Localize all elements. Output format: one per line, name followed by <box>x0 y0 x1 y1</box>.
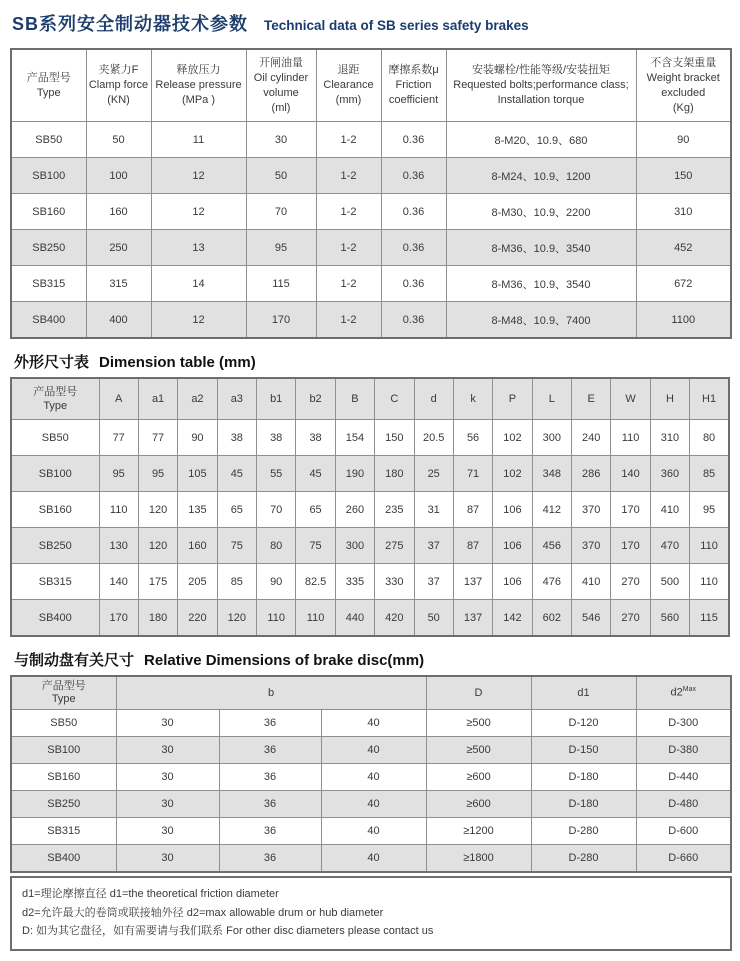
column-header: k <box>453 378 492 420</box>
column-header: b2 <box>296 378 335 420</box>
row-type-cell: SB250 <box>11 791 116 818</box>
value-cell: 190 <box>335 456 374 492</box>
value-cell: 12 <box>151 194 246 230</box>
value-cell: D-280 <box>531 818 636 845</box>
value-cell: 90 <box>178 420 217 456</box>
column-header-en: Clearance <box>323 79 374 92</box>
table-row <box>11 302 731 339</box>
value-cell: 170 <box>611 492 650 528</box>
note-line: d1=理论摩擦直径 d1=the theoretical friction diameter <box>22 888 279 901</box>
value-cell: 36 <box>219 737 321 764</box>
row-type-cell: SB50 <box>11 420 99 456</box>
column-header-zh: 退距 <box>337 64 360 77</box>
dimension-table <box>10 377 730 637</box>
value-cell: 70 <box>246 194 316 230</box>
value-cell: 115 <box>246 266 316 302</box>
value-cell: 0.36 <box>381 158 446 194</box>
dimension-section-title-zh: 外形尺寸表 <box>14 354 90 372</box>
column-header: B <box>335 378 374 420</box>
value-cell: 95 <box>138 456 177 492</box>
column-header-type <box>11 378 99 420</box>
value-cell: 137 <box>453 600 492 637</box>
value-cell: 0.36 <box>381 122 446 158</box>
column-header-unit: (ml) <box>271 101 291 114</box>
column-header <box>636 49 731 122</box>
value-cell: 602 <box>532 600 571 637</box>
table-row <box>11 791 731 818</box>
value-cell: 410 <box>572 564 611 600</box>
row-type-cell: SB315 <box>11 266 86 302</box>
row-type-cell: SB250 <box>11 528 99 564</box>
value-cell: 36 <box>219 791 321 818</box>
disc-section-title-zh: 与制动盘有关尺寸 <box>14 652 135 670</box>
value-cell: 370 <box>572 528 611 564</box>
column-header-d1: d1 <box>531 676 636 710</box>
value-cell: 65 <box>296 492 335 528</box>
value-cell: 120 <box>138 528 177 564</box>
table-row <box>11 845 731 873</box>
column-header-unit: (mm) <box>335 94 362 107</box>
column-header <box>381 49 446 122</box>
table-row <box>11 122 731 158</box>
value-cell: 30 <box>116 791 219 818</box>
value-cell: D-180 <box>531 791 636 818</box>
value-cell: 412 <box>532 492 571 528</box>
value-cell: 65 <box>217 492 256 528</box>
column-header-b: b <box>116 676 426 710</box>
value-cell: 175 <box>138 564 177 600</box>
value-cell: 70 <box>257 492 296 528</box>
row-type-cell: SB400 <box>11 845 116 873</box>
tech-params-table <box>10 48 732 339</box>
value-cell: 1-2 <box>316 302 381 339</box>
table-row <box>11 818 731 845</box>
value-cell: 110 <box>690 564 729 600</box>
value-cell: 420 <box>375 600 414 637</box>
value-cell: 85 <box>217 564 256 600</box>
row-type-cell: SB250 <box>11 230 86 266</box>
value-cell: 456 <box>532 528 571 564</box>
column-header: b1 <box>257 378 296 420</box>
value-cell: 50 <box>246 158 316 194</box>
table-row <box>11 600 729 637</box>
value-cell: 100 <box>86 158 151 194</box>
value-cell: 75 <box>296 528 335 564</box>
row-type-cell: SB100 <box>11 158 86 194</box>
column-header: W <box>611 378 650 420</box>
value-cell: 77 <box>99 420 138 456</box>
row-type-cell: SB50 <box>11 122 86 158</box>
column-header-zh: 夹紧力F <box>98 64 139 77</box>
value-cell: 30 <box>246 122 316 158</box>
column-header-zh: 开闸油量 <box>259 57 303 69</box>
value-cell: 87 <box>453 492 492 528</box>
value-cell: 220 <box>178 600 217 637</box>
column-header-en: Clamp force <box>88 79 149 92</box>
value-cell: D-480 <box>636 791 731 818</box>
table-row <box>11 710 731 737</box>
disc-table-body <box>11 710 731 873</box>
column-header-unit: (KN) <box>107 94 130 107</box>
value-cell: 87 <box>453 528 492 564</box>
value-cell: 150 <box>375 420 414 456</box>
dimension-section-title-en: Dimension table (mm) <box>99 354 256 372</box>
column-header-type <box>11 676 116 710</box>
note-line: D: 如为其它盘径，如有需要请与我们联系 For other disc diameters please contact us <box>22 924 434 937</box>
value-cell: 135 <box>178 492 217 528</box>
value-cell: 8-M24、10.9、1200 <box>446 158 636 194</box>
value-cell: 560 <box>650 600 689 637</box>
row-type-cell: SB160 <box>11 492 99 528</box>
value-cell: 130 <box>99 528 138 564</box>
value-cell: 270 <box>611 564 650 600</box>
note-line: d2=允许最大的卷筒或联接轴外径 d2=max allowable drum or hub diameter <box>22 906 384 919</box>
row-type-cell: SB400 <box>11 600 99 637</box>
column-header-en: Release pressure <box>155 79 242 92</box>
column-header-d2 <box>636 676 731 710</box>
column-header <box>316 49 381 122</box>
value-cell: 154 <box>335 420 374 456</box>
value-cell: 106 <box>493 564 532 600</box>
value-cell: ≥1200 <box>426 818 531 845</box>
value-cell: 330 <box>375 564 414 600</box>
value-cell: 20.5 <box>414 420 453 456</box>
value-cell: 137 <box>453 564 492 600</box>
value-cell: 170 <box>611 528 650 564</box>
tech-table-header-row <box>11 49 731 122</box>
row-type-cell: SB160 <box>11 194 86 230</box>
value-cell: 90 <box>636 122 731 158</box>
value-cell: 102 <box>493 456 532 492</box>
value-cell: 75 <box>217 528 256 564</box>
column-header-en: Requested bolts;performance class; Installation torque <box>453 79 629 107</box>
value-cell: 1-2 <box>316 122 381 158</box>
table-row <box>11 737 731 764</box>
column-header <box>151 49 246 122</box>
value-cell: D-180 <box>531 764 636 791</box>
value-cell: 140 <box>99 564 138 600</box>
value-cell: 106 <box>493 492 532 528</box>
value-cell: 1-2 <box>316 230 381 266</box>
column-header: A <box>99 378 138 420</box>
type-header-en: Type <box>43 400 68 413</box>
disc-section-title <box>14 649 730 670</box>
value-cell: 14 <box>151 266 246 302</box>
column-header-zh: 产品型号 <box>26 71 71 84</box>
value-cell: 95 <box>690 492 729 528</box>
value-cell: 140 <box>611 456 650 492</box>
value-cell: 315 <box>86 266 151 302</box>
value-cell: 170 <box>246 302 316 339</box>
type-header-en: Type <box>51 693 76 706</box>
value-cell: 30 <box>116 845 219 873</box>
value-cell: D-300 <box>636 710 731 737</box>
column-header-en: Type <box>36 86 61 99</box>
value-cell: 8-M36、10.9、3540 <box>446 266 636 302</box>
disc-dimensions-table <box>10 675 732 873</box>
value-cell: 1-2 <box>316 194 381 230</box>
value-cell: 310 <box>650 420 689 456</box>
value-cell: 150 <box>636 158 731 194</box>
value-cell: 360 <box>650 456 689 492</box>
value-cell: ≥500 <box>426 710 531 737</box>
disc-section-title-en: Relative Dimensions of brake disc(mm) <box>144 652 425 670</box>
column-header: C <box>375 378 414 420</box>
value-cell: 240 <box>572 420 611 456</box>
d2-label: d2 <box>670 686 683 699</box>
value-cell: 30 <box>116 764 219 791</box>
value-cell: 8-M48、10.9、7400 <box>446 302 636 339</box>
value-cell: 25 <box>414 456 453 492</box>
value-cell: 275 <box>375 528 414 564</box>
value-cell: 13 <box>151 230 246 266</box>
row-type-cell: SB315 <box>11 564 99 600</box>
column-header: d <box>414 378 453 420</box>
value-cell: 105 <box>178 456 217 492</box>
value-cell: 270 <box>611 600 650 637</box>
column-header: a1 <box>138 378 177 420</box>
column-header <box>86 49 151 122</box>
value-cell: 370 <box>572 492 611 528</box>
column-header: H <box>650 378 689 420</box>
row-type-cell: SB315 <box>11 818 116 845</box>
value-cell: 180 <box>375 456 414 492</box>
value-cell: 8-M30、10.9、2200 <box>446 194 636 230</box>
table-row <box>11 456 729 492</box>
value-cell: ≥600 <box>426 764 531 791</box>
value-cell: 476 <box>532 564 571 600</box>
value-cell: 235 <box>375 492 414 528</box>
dimension-table-header-row <box>11 378 729 420</box>
value-cell: 160 <box>178 528 217 564</box>
column-header-zh: 安装螺栓/性能等级/安装扭矩 <box>471 64 611 77</box>
value-cell: 120 <box>217 600 256 637</box>
value-cell: 120 <box>138 492 177 528</box>
value-cell: 110 <box>257 600 296 637</box>
value-cell: ≥1800 <box>426 845 531 873</box>
value-cell: 36 <box>219 710 321 737</box>
column-header: a2 <box>178 378 217 420</box>
value-cell: 672 <box>636 266 731 302</box>
value-cell: 286 <box>572 456 611 492</box>
value-cell: 102 <box>493 420 532 456</box>
table-row <box>11 492 729 528</box>
value-cell: 250 <box>86 230 151 266</box>
row-type-cell: SB100 <box>11 456 99 492</box>
value-cell: 80 <box>690 420 729 456</box>
value-cell: 45 <box>296 456 335 492</box>
value-cell: 335 <box>335 564 374 600</box>
value-cell: 95 <box>99 456 138 492</box>
value-cell: D-380 <box>636 737 731 764</box>
value-cell: 30 <box>116 818 219 845</box>
value-cell: 110 <box>690 528 729 564</box>
column-header-en: Oil cylinder volume <box>253 71 309 99</box>
column-header <box>446 49 636 122</box>
d2-superscript: Max <box>682 686 696 694</box>
value-cell: 40 <box>321 764 426 791</box>
value-cell: 452 <box>636 230 731 266</box>
notes-box <box>10 876 732 950</box>
row-type-cell: SB50 <box>11 710 116 737</box>
value-cell: D-600 <box>636 818 731 845</box>
value-cell: 0.36 <box>381 230 446 266</box>
value-cell: 36 <box>219 764 321 791</box>
value-cell: D-150 <box>531 737 636 764</box>
value-cell: 110 <box>296 600 335 637</box>
value-cell: 36 <box>219 818 321 845</box>
column-header: H1 <box>690 378 729 420</box>
value-cell: 50 <box>414 600 453 637</box>
value-cell: 40 <box>321 818 426 845</box>
value-cell: 8-M36、10.9、3540 <box>446 230 636 266</box>
value-cell: 45 <box>217 456 256 492</box>
value-cell: 546 <box>572 600 611 637</box>
value-cell: 170 <box>99 600 138 637</box>
value-cell: 348 <box>532 456 571 492</box>
value-cell: 12 <box>151 158 246 194</box>
value-cell: 80 <box>257 528 296 564</box>
value-cell: 38 <box>217 420 256 456</box>
value-cell: 180 <box>138 600 177 637</box>
table-row <box>11 230 731 266</box>
value-cell: 500 <box>650 564 689 600</box>
column-header: a3 <box>217 378 256 420</box>
table-row <box>11 420 729 456</box>
value-cell: D-120 <box>531 710 636 737</box>
value-cell: 0.36 <box>381 194 446 230</box>
column-header: L <box>532 378 571 420</box>
column-header-unit: (Kg) <box>672 101 694 114</box>
column-header-en: Weight bracket excluded <box>646 71 720 99</box>
value-cell: 160 <box>86 194 151 230</box>
row-type-cell: SB100 <box>11 737 116 764</box>
value-cell: 11 <box>151 122 246 158</box>
value-cell: 56 <box>453 420 492 456</box>
value-cell: 30 <box>116 710 219 737</box>
table-row <box>11 266 731 302</box>
page-title-zh: SB系列安全制动器技术参数 <box>12 14 249 34</box>
value-cell: 30 <box>116 737 219 764</box>
value-cell: 1-2 <box>316 158 381 194</box>
value-cell: 40 <box>321 737 426 764</box>
value-cell: 410 <box>650 492 689 528</box>
value-cell: 50 <box>86 122 151 158</box>
value-cell: 110 <box>611 420 650 456</box>
row-type-cell: SB400 <box>11 302 86 339</box>
table-row <box>11 528 729 564</box>
value-cell: 300 <box>532 420 571 456</box>
value-cell: 95 <box>246 230 316 266</box>
value-cell: 0.36 <box>381 302 446 339</box>
value-cell: 40 <box>321 710 426 737</box>
value-cell: 37 <box>414 564 453 600</box>
value-cell: 38 <box>296 420 335 456</box>
column-header: E <box>572 378 611 420</box>
table-row <box>11 564 729 600</box>
value-cell: 40 <box>321 791 426 818</box>
value-cell: 77 <box>138 420 177 456</box>
value-cell: 85 <box>690 456 729 492</box>
type-header-zh: 产品型号 <box>33 386 78 399</box>
value-cell: 110 <box>99 492 138 528</box>
value-cell: 142 <box>493 600 532 637</box>
value-cell: 8-M20、10.9、680 <box>446 122 636 158</box>
value-cell: D-280 <box>531 845 636 873</box>
column-header: P <box>493 378 532 420</box>
value-cell: ≥500 <box>426 737 531 764</box>
value-cell: 12 <box>151 302 246 339</box>
value-cell: 400 <box>86 302 151 339</box>
value-cell: ≥600 <box>426 791 531 818</box>
value-cell: 1-2 <box>316 266 381 302</box>
value-cell: 1100 <box>636 302 731 339</box>
value-cell: 260 <box>335 492 374 528</box>
value-cell: D-660 <box>636 845 731 873</box>
column-header-unit: (MPa ) <box>182 94 215 107</box>
value-cell: 90 <box>257 564 296 600</box>
value-cell: 71 <box>453 456 492 492</box>
dimension-table-body <box>11 420 729 637</box>
value-cell: D-440 <box>636 764 731 791</box>
table-row <box>11 194 731 230</box>
column-header <box>246 49 316 122</box>
type-header-zh: 产品型号 <box>41 679 86 692</box>
page-title-en: Technical data of SB series safety brakes <box>264 18 529 33</box>
value-cell: 36 <box>219 845 321 873</box>
column-header-zh: 不含支架重量 <box>650 57 717 69</box>
value-cell: 440 <box>335 600 374 637</box>
disc-table-header-row <box>11 676 731 710</box>
column-header-zh: 摩擦系数μ <box>388 64 439 77</box>
tech-table-body <box>11 122 731 339</box>
value-cell: 205 <box>178 564 217 600</box>
page-title <box>12 10 730 36</box>
row-type-cell: SB160 <box>11 764 116 791</box>
value-cell: 106 <box>493 528 532 564</box>
column-header <box>11 49 86 122</box>
value-cell: 0.36 <box>381 266 446 302</box>
value-cell: 55 <box>257 456 296 492</box>
value-cell: 40 <box>321 845 426 873</box>
column-header-zh: 释放压力 <box>176 64 221 77</box>
value-cell: 37 <box>414 528 453 564</box>
value-cell: 310 <box>636 194 731 230</box>
table-row <box>11 764 731 791</box>
value-cell: 470 <box>650 528 689 564</box>
dimension-section-title <box>14 351 730 372</box>
value-cell: 300 <box>335 528 374 564</box>
value-cell: 82.5 <box>296 564 335 600</box>
column-header-D: D <box>426 676 531 710</box>
value-cell: 31 <box>414 492 453 528</box>
value-cell: 115 <box>690 600 729 637</box>
value-cell: 38 <box>257 420 296 456</box>
table-row <box>11 158 731 194</box>
column-header-en: Friction coefficient <box>388 79 439 107</box>
